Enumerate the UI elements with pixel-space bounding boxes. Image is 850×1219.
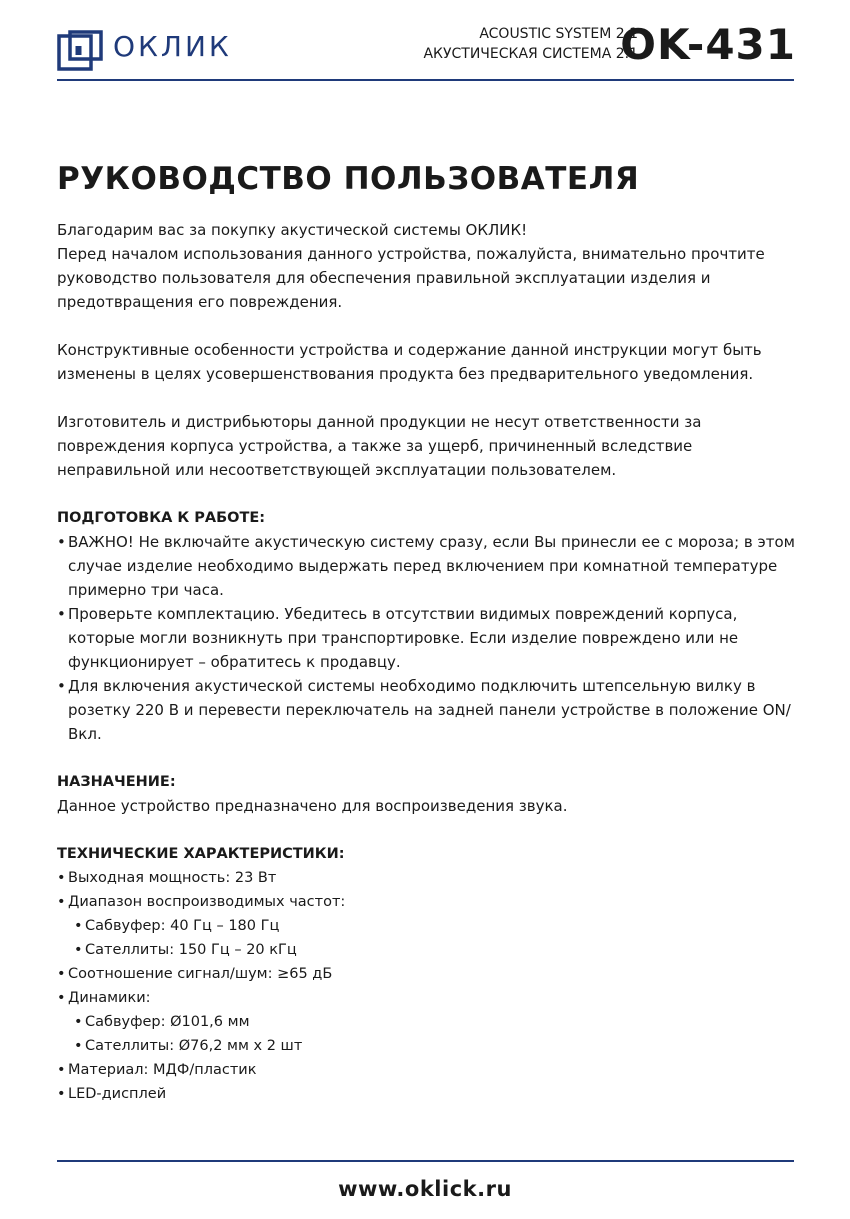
notice-liability: Изготовитель и дистрибьюторы данной продукции не несут ответственности за повреждения корпуса устройства, а также за ущерб, причиненный вследствие неправильной или несоответствующей эксплуатации пользователем. — [57, 413, 702, 479]
system-type — [423, 24, 638, 64]
spec-driver-satellites: • Сателлиты: Ø76,2 мм х 2 шт — [57, 1034, 797, 1058]
model-number: OK-431 — [620, 20, 796, 69]
spec-frequency-subwoofer: • Сабвуфер: 40 Гц – 180 Гц — [57, 914, 797, 938]
system-type-en: ACOUSTIC SYSTEM 2.1 — [479, 26, 638, 42]
manual-body — [57, 218, 797, 1130]
list-item: • Проверьте комплектацию. Убедитесь в отсутствии видимых повреждений корпуса, которые могли возникнуть при транспортировке. Если изделие повреждено или не функционирует – обратитесь к продавцу. — [57, 602, 797, 674]
spec-material: • Материал: МДФ/пластик — [57, 1058, 797, 1082]
spec-driver-subwoofer: • Сабвуфер: Ø101,6 мм — [57, 1010, 797, 1034]
spec-display: • LED-дисплей — [57, 1082, 797, 1106]
spec-frequency-satellites: • Сателлиты: 150 Гц – 20 кГц — [57, 938, 797, 962]
list-item: • Для включения акустической системы необходимо подключить штепсельную вилку в розетку 220 В и перевести переключатель на задней панели устройстве в положение ON/Вкл. — [57, 674, 797, 746]
brand-name: ОКЛИК — [113, 30, 232, 63]
page-title: РУКОВОДСТВО ПОЛЬЗОВАТЕЛЯ — [57, 161, 640, 197]
spec-snr: • Соотношение сигнал/шум: ≥65 дБ — [57, 962, 797, 986]
intro-thanks: Благодарим вас за покупку акустической системы ОКЛИК! — [57, 221, 528, 239]
specs-list — [57, 866, 797, 1106]
intro-instructions: Перед началом использования данного устройства, пожалуйста, внимательно прочтите руководство пользователя для обеспечения правильной эксплуатации изделия и предотвращения его повреждения. — [57, 245, 765, 311]
intro-paragraph — [57, 218, 797, 314]
system-type-ru: АКУСТИЧЕСКАЯ СИСТЕМА 2.1 — [423, 46, 638, 62]
page-header — [0, 0, 850, 82]
spec-power: • Выходная мощность: 23 Вт — [57, 866, 797, 890]
spec-drivers: • Динамики: — [57, 986, 797, 1010]
specs-heading: ТЕХНИЧЕСКИЕ ХАРАКТЕРИСТИКИ: — [57, 846, 345, 862]
notice-changes: Конструктивные особенности устройства и содержание данной инструкции могут быть изменены в целях усовершенствования продукта без предварительного уведомления. — [57, 341, 762, 383]
list-item: • ВАЖНО! Не включайте акустическую систему сразу, если Вы принесли ее с мороза; в этом случае изделие необходимо выдержать перед включением при комнатной температуре примерно три часа. — [57, 530, 797, 602]
purpose-text: Данное устройство предназначено для воспроизведения звука. — [57, 797, 568, 815]
footer-divider — [57, 1160, 794, 1162]
header-divider — [57, 79, 794, 81]
website-link[interactable]: www.oklick.ru — [338, 1177, 512, 1201]
oklick-logo-icon — [57, 29, 103, 73]
preparation-heading: ПОДГОТОВКА К РАБОТЕ: — [57, 510, 266, 526]
spec-frequency-range: • Диапазон воспроизводимых частот: — [57, 890, 797, 914]
preparation-list — [57, 530, 797, 746]
purpose-heading: НАЗНАЧЕНИЕ: — [57, 774, 176, 790]
